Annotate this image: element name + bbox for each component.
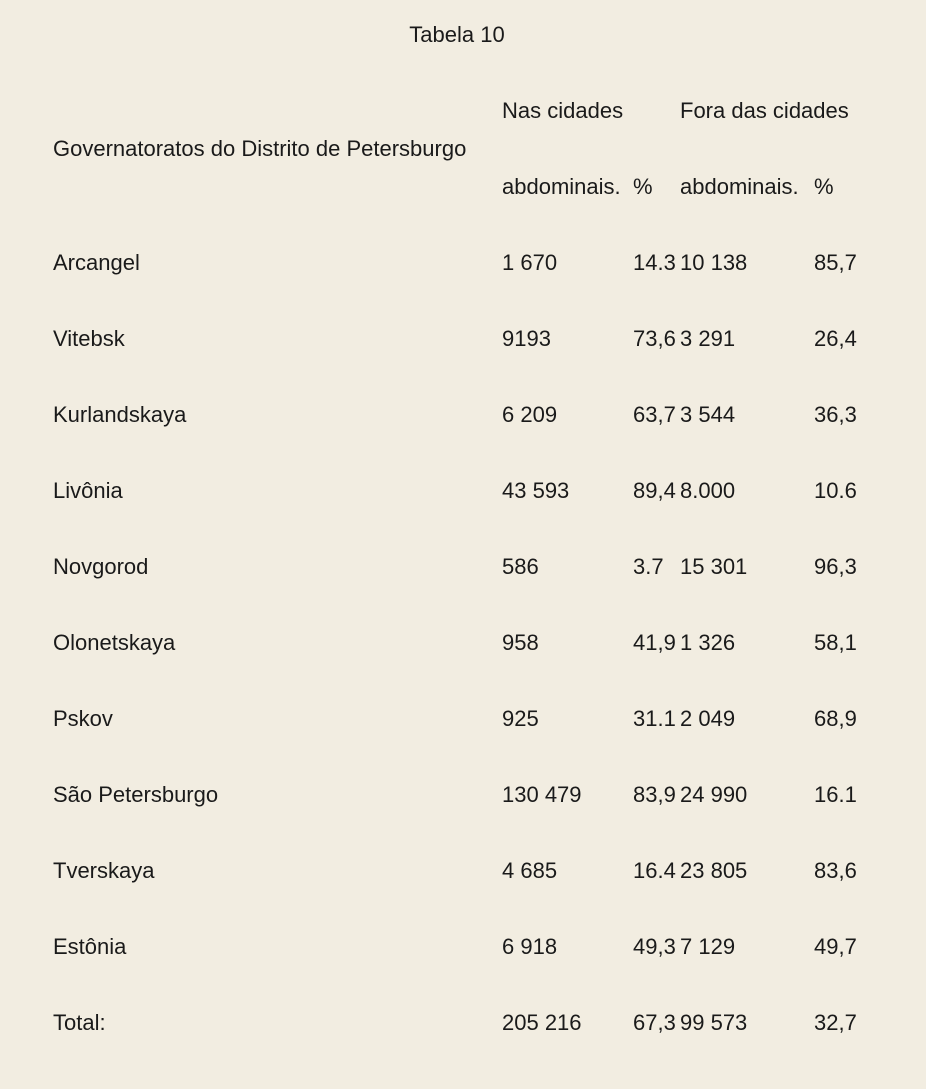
row-out-pct: 36,3 — [814, 402, 857, 427]
row-in-abs: 1 670 — [502, 250, 558, 275]
row-out-abs: 24 990 — [680, 782, 748, 807]
row-in-abs: 130 479 — [502, 782, 582, 807]
row-name: Estônia — [53, 934, 127, 959]
row-name: Vitebsk — [53, 326, 125, 351]
row-in-abs: 4 685 — [502, 858, 558, 883]
header-in-pct: % — [633, 174, 653, 199]
row-out-abs: 1 326 — [680, 630, 736, 655]
row-out-abs: 8.000 — [680, 478, 736, 503]
row-in-pct: 14.3 — [633, 250, 676, 275]
header-outside-cities: Fora das cidades — [680, 98, 849, 123]
row-in-pct: 41,9 — [633, 630, 676, 655]
row-in-abs: 925 — [502, 706, 539, 731]
row-out-abs: 3 291 — [680, 326, 736, 351]
header-in-abs: abdominais. — [502, 174, 621, 199]
row-out-abs: 15 301 — [680, 554, 748, 579]
row-out-pct: 96,3 — [814, 554, 857, 579]
row-out-pct: 16.1 — [814, 782, 857, 807]
row-in-abs: 6 209 — [502, 402, 558, 427]
row-in-pct: 16.4 — [633, 858, 676, 883]
row-name: Kurlandskaya — [53, 402, 187, 427]
row-out-pct: 49,7 — [814, 934, 857, 959]
row-name: Pskov — [53, 706, 113, 731]
row-name: Arcangel — [53, 250, 140, 275]
row-in-pct: 67,3 — [633, 1010, 676, 1035]
row-out-pct: 58,1 — [814, 630, 857, 655]
row-out-pct: 85,7 — [814, 250, 857, 275]
row-in-pct: 31.1 — [633, 706, 676, 731]
header-out-abs: abdominais. — [680, 174, 799, 199]
row-name: Novgorod — [53, 554, 149, 579]
row-out-pct: 32,7 — [814, 1010, 857, 1035]
table-title: Tabela 10 — [409, 22, 505, 47]
row-out-pct: 68,9 — [814, 706, 857, 731]
row-out-abs: 99 573 — [680, 1010, 748, 1035]
row-in-pct: 49,3 — [633, 934, 676, 959]
row-out-abs: 2 049 — [680, 706, 736, 731]
row-name: Olonetskaya — [53, 630, 176, 655]
row-in-pct: 83,9 — [633, 782, 676, 807]
row-in-abs: 586 — [502, 554, 539, 579]
row-name: Livônia — [53, 478, 123, 503]
header-region: Governatoratos do Distrito de Petersburgo — [53, 136, 467, 161]
row-out-abs: 23 805 — [680, 858, 748, 883]
row-in-pct: 89,4 — [633, 478, 676, 503]
row-name: São Petersburgo — [53, 782, 219, 807]
header-out-pct: % — [814, 174, 834, 199]
row-out-abs: 10 138 — [680, 250, 748, 275]
row-out-pct: 10.6 — [814, 478, 857, 503]
row-in-abs: 958 — [502, 630, 539, 655]
row-in-pct: 3.7 — [633, 554, 664, 579]
header-in-cities: Nas cidades — [502, 98, 624, 123]
row-in-pct: 73,6 — [633, 326, 676, 351]
row-in-pct: 63,7 — [633, 402, 676, 427]
row-name: Tverskaya — [53, 858, 155, 883]
row-in-abs: 9193 — [502, 326, 551, 351]
row-out-abs: 3 544 — [680, 402, 736, 427]
row-out-pct: 26,4 — [814, 326, 857, 351]
row-name: Total: — [53, 1010, 106, 1035]
row-in-abs: 205 216 — [502, 1010, 582, 1035]
row-out-pct: 83,6 — [814, 858, 857, 883]
row-in-abs: 43 593 — [502, 478, 570, 503]
row-out-abs: 7 129 — [680, 934, 736, 959]
row-in-abs: 6 918 — [502, 934, 558, 959]
